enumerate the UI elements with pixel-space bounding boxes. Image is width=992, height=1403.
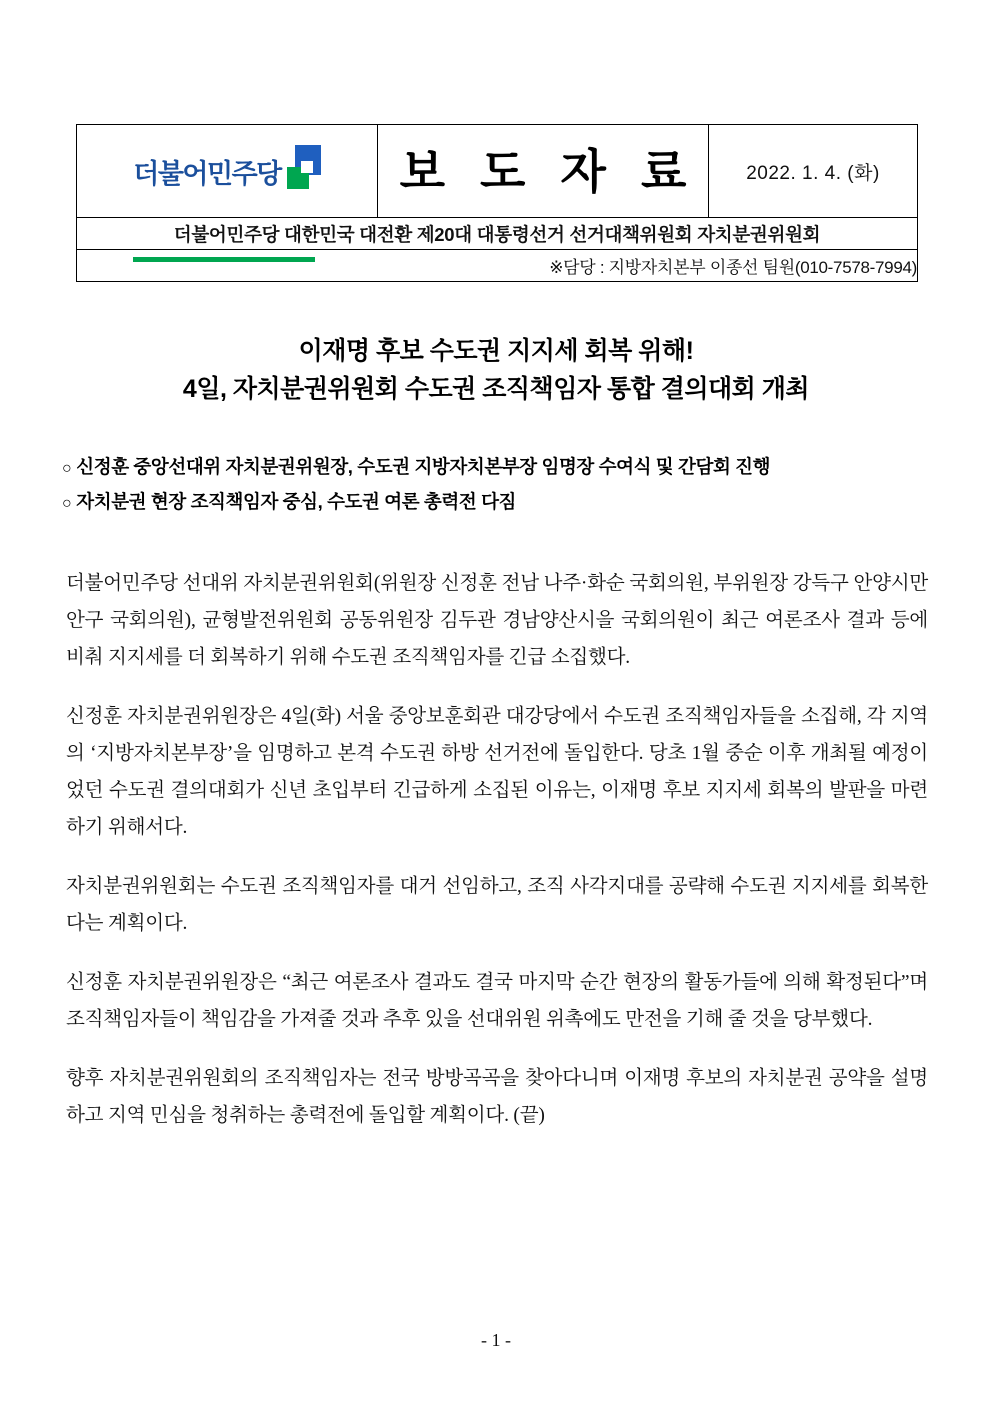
party-logo: [77, 125, 377, 217]
body-paragraph-5: 향후 자치분권위원회의 조직책임자는 전국 방방곡곡을 찾아다니며 이재명 후보의 자치분권 공약을 설명하고 지역 민심을 청취하는 총력전에 돌입할 계획이다. (끝): [66, 1068, 928, 1126]
party-logo-text: 더불어민주당: [133, 158, 281, 189]
doc-type-cell: [378, 125, 709, 218]
page-title: [76, 332, 916, 408]
circle-bullet-icon: ○: [62, 495, 72, 512]
header-table: [76, 124, 918, 282]
bullet-item: [62, 450, 932, 485]
release-date: 2022. 1. 4. (화): [746, 162, 880, 184]
body-paragraph-2: 신정훈 자치분권위원장은 4일(화) 서울 중앙보훈회관 대강당에서 수도권 조직책임자들을 소집해, 각 지역의 ‘지방자치본부장’을 임명하고 본격 수도권 하방 선거전에 돌입한다. 당초 1월 중순 이후 개최될 예정이었던 수도권 결의대회가 신년 초입부터 긴급하게 소집된 이유는, 이재명 후보 지지세 회복의 발판을 마련하기 위해서다.: [66, 706, 928, 838]
organization-line: 더불어민주당 대한민국 대전환 제20대 대통령선거 선거대책위원회 자치분권위원회: [77, 218, 918, 250]
header-contact-row: [77, 250, 918, 282]
page-number: - 1 -: [481, 1330, 511, 1350]
doc-type-title: 보 도 자 료: [399, 144, 698, 198]
body-paragraph-4: 신정훈 자치분권위원장은 “최근 여론조사 결과도 결국 마지막 순간 현장의 활동가들에 의해 확정된다”며 조직책임자들이 책임감을 가져줄 것과 추후 있을 선대위원 위촉에도 만전을 기해 줄 것을 당부했다.: [66, 972, 928, 1030]
minjoo-party-logo-icon: [287, 145, 321, 197]
headline-line-1: 이재명 후보 수도권 지지세 회복 위해!: [298, 337, 694, 365]
body-text: [66, 565, 928, 1156]
summary-bullets: [62, 450, 932, 520]
date-cell: [709, 125, 918, 218]
header-top-row: [77, 125, 918, 218]
body-paragraph-3: 자치분권위원회는 수도권 조직책임자를 대거 선임하고, 조직 사각지대를 공략해 수도권 지지세를 회복한다는 계획이다.: [66, 876, 928, 934]
bullet-item-label: 자치분권 현장 조직책임자 중심, 수도권 여론 총력전 다짐: [76, 491, 517, 512]
body-paragraph-1: 더불어민주당 선대위 자치분권위원회(위원장 신정훈 전남 나주·화순 국회의원, 부위원장 강득구 안양시만안구 국회의원), 균형발전위원회 공동위원장 김두관 경남양산시을 국회의원이 최근 여론조사 결과 등에 비춰 지지세를 더 회복하기 위해 수도권 조직책임자를 긴급 소집했다.: [66, 573, 928, 668]
contact-line: ※담당 : 지방자치본부 이종선 팀원(010-7578-7994): [77, 250, 918, 282]
bullet-item-label: 신정훈 중앙선대위 자치분권위원장, 수도권 지방자치본부장 임명장 수여식 및 간담회 진행: [76, 456, 771, 477]
logo-underline-decoration: [133, 257, 315, 262]
circle-bullet-icon: ○: [62, 460, 72, 477]
headline-line-2: 4일, 자치분권위원회 수도권 조직책임자 통합 결의대회 개최: [182, 375, 810, 403]
logo-cell: [77, 125, 378, 218]
header-org-row: [77, 218, 918, 250]
bullet-item: [62, 485, 932, 520]
